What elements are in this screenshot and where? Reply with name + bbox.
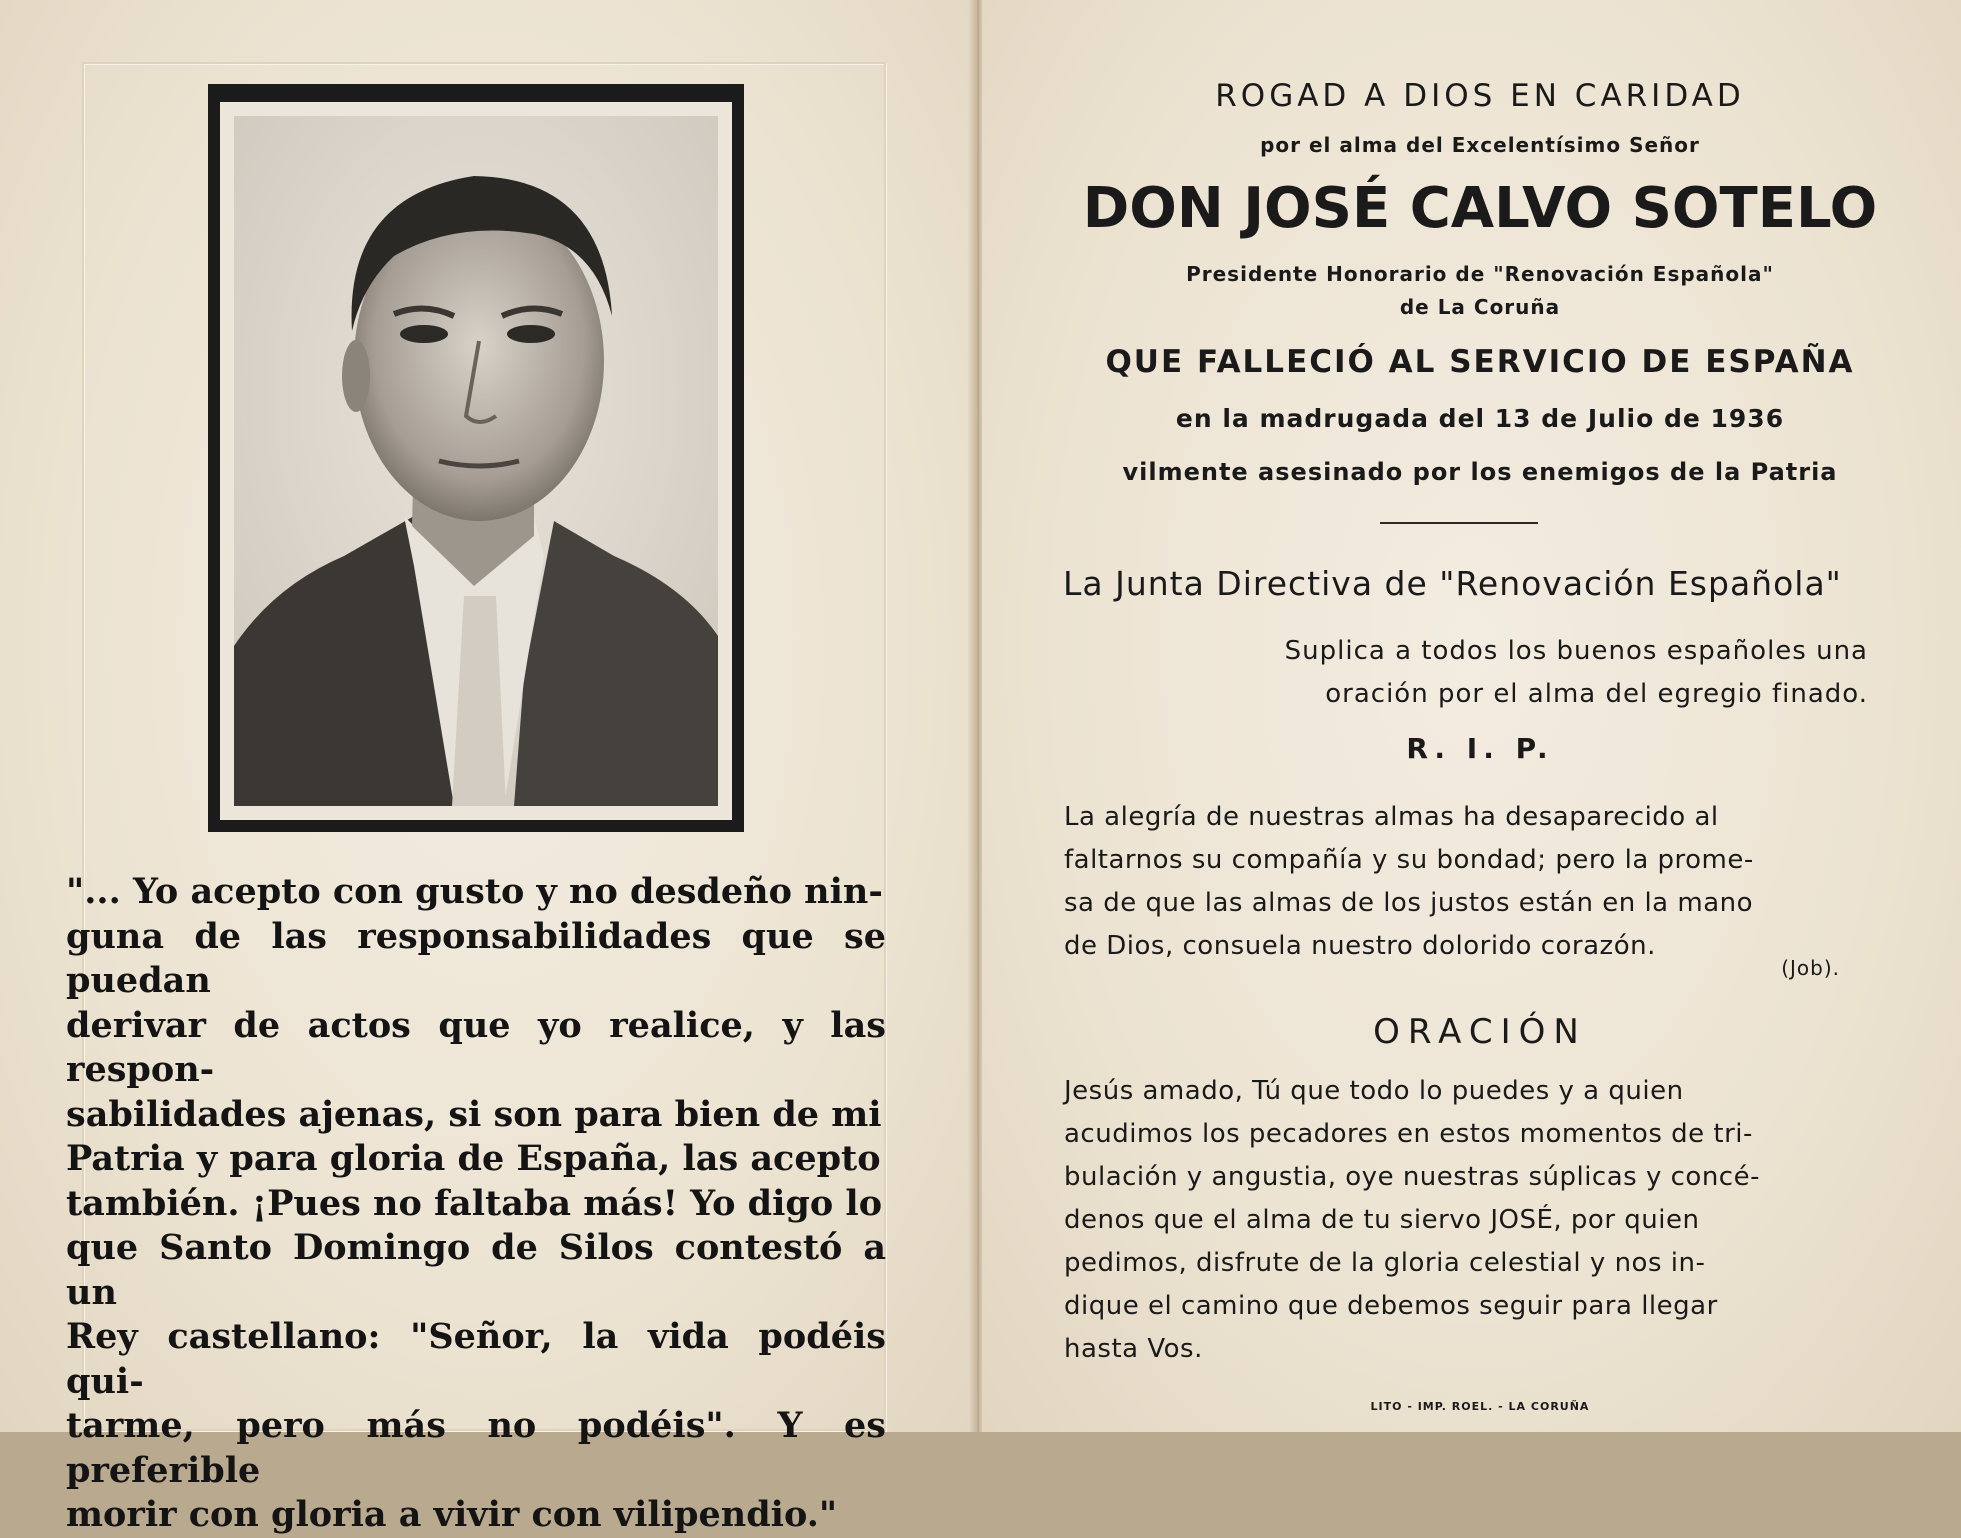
job-citation: (Job).: [1781, 956, 1840, 980]
rip-heading: R. I. P.: [1406, 732, 1554, 765]
subheading-por-el-alma: por el alma del Excelentísimo Señor: [1260, 133, 1700, 157]
printer-imprint: LITO - IMP. ROEL. - LA CORUÑA: [1370, 1400, 1590, 1413]
divider-rule: [1380, 522, 1538, 524]
heading-rogad: ROGAD A DIOS EN CARIDAD: [1215, 78, 1745, 114]
deceased-name: DON JOSÉ CALVO SOTELO: [1082, 176, 1878, 241]
left-panel: [0, 0, 975, 1535]
title-line-2: de La Coruña: [1399, 295, 1561, 319]
portrait-frame: [208, 84, 744, 832]
quote-text: "... Yo acepto con gusto y no desdeño nin- guna de las responsabilidades que se puedan derivar de actos que yo realice, y las respon- sabilidades ajenas, si son para bien de mi Patria y para gloria de España, las acepto también. ¡Pues no faltaba más! Yo digo lo que Santo Domingo de Silos contestó a un Rey castellano: "Señor, la vida podéis qui- tarme, pero más no podéis". Y es preferible morir con gloria a vivir con vilipendio.": [66, 871, 886, 1535]
oracion-heading: ORACIÓN: [1373, 1012, 1587, 1052]
alegria-paragraph: La alegría de nuestras almas ha desaparecido al faltarnos su compañía y su bondad; pero la prome- sa de que las almas de los justos están en la mano de Dios, consuela nuestro dolorido corazón.: [1064, 802, 1754, 961]
portrait-photo: [234, 116, 718, 806]
portrait-mat: [220, 102, 732, 820]
junta-line: La Junta Directiva de "Renovación Española": [1063, 564, 1842, 603]
suplica-text: Suplica a todos los buenos españoles una oración por el alma del egregio finado.: [1284, 636, 1868, 709]
date-line: en la madrugada del 13 de Julio de 1936: [1175, 404, 1785, 433]
title-line-1: Presidente Honorario de "Renovación Española": [1186, 262, 1774, 286]
asesinado-line: vilmente asesinado por los enemigos de la Patria: [1122, 458, 1838, 486]
prayer-paragraph: Jesús amado, Tú que todo lo puedes y a quien acudimos los pecadores en estos momentos de tri- bulación y angustia, oye nuestras súplicas y concé- denos que el alma de tu siervo JOSÉ, por quien pedimos, disfrute de la gloria celestial y nos in- dique el camino que debemos seguir para llegar hasta Vos.: [1064, 1076, 1760, 1364]
fallecio-heading: QUE FALLECIÓ AL SERVICIO DE ESPAÑA: [1105, 344, 1855, 380]
